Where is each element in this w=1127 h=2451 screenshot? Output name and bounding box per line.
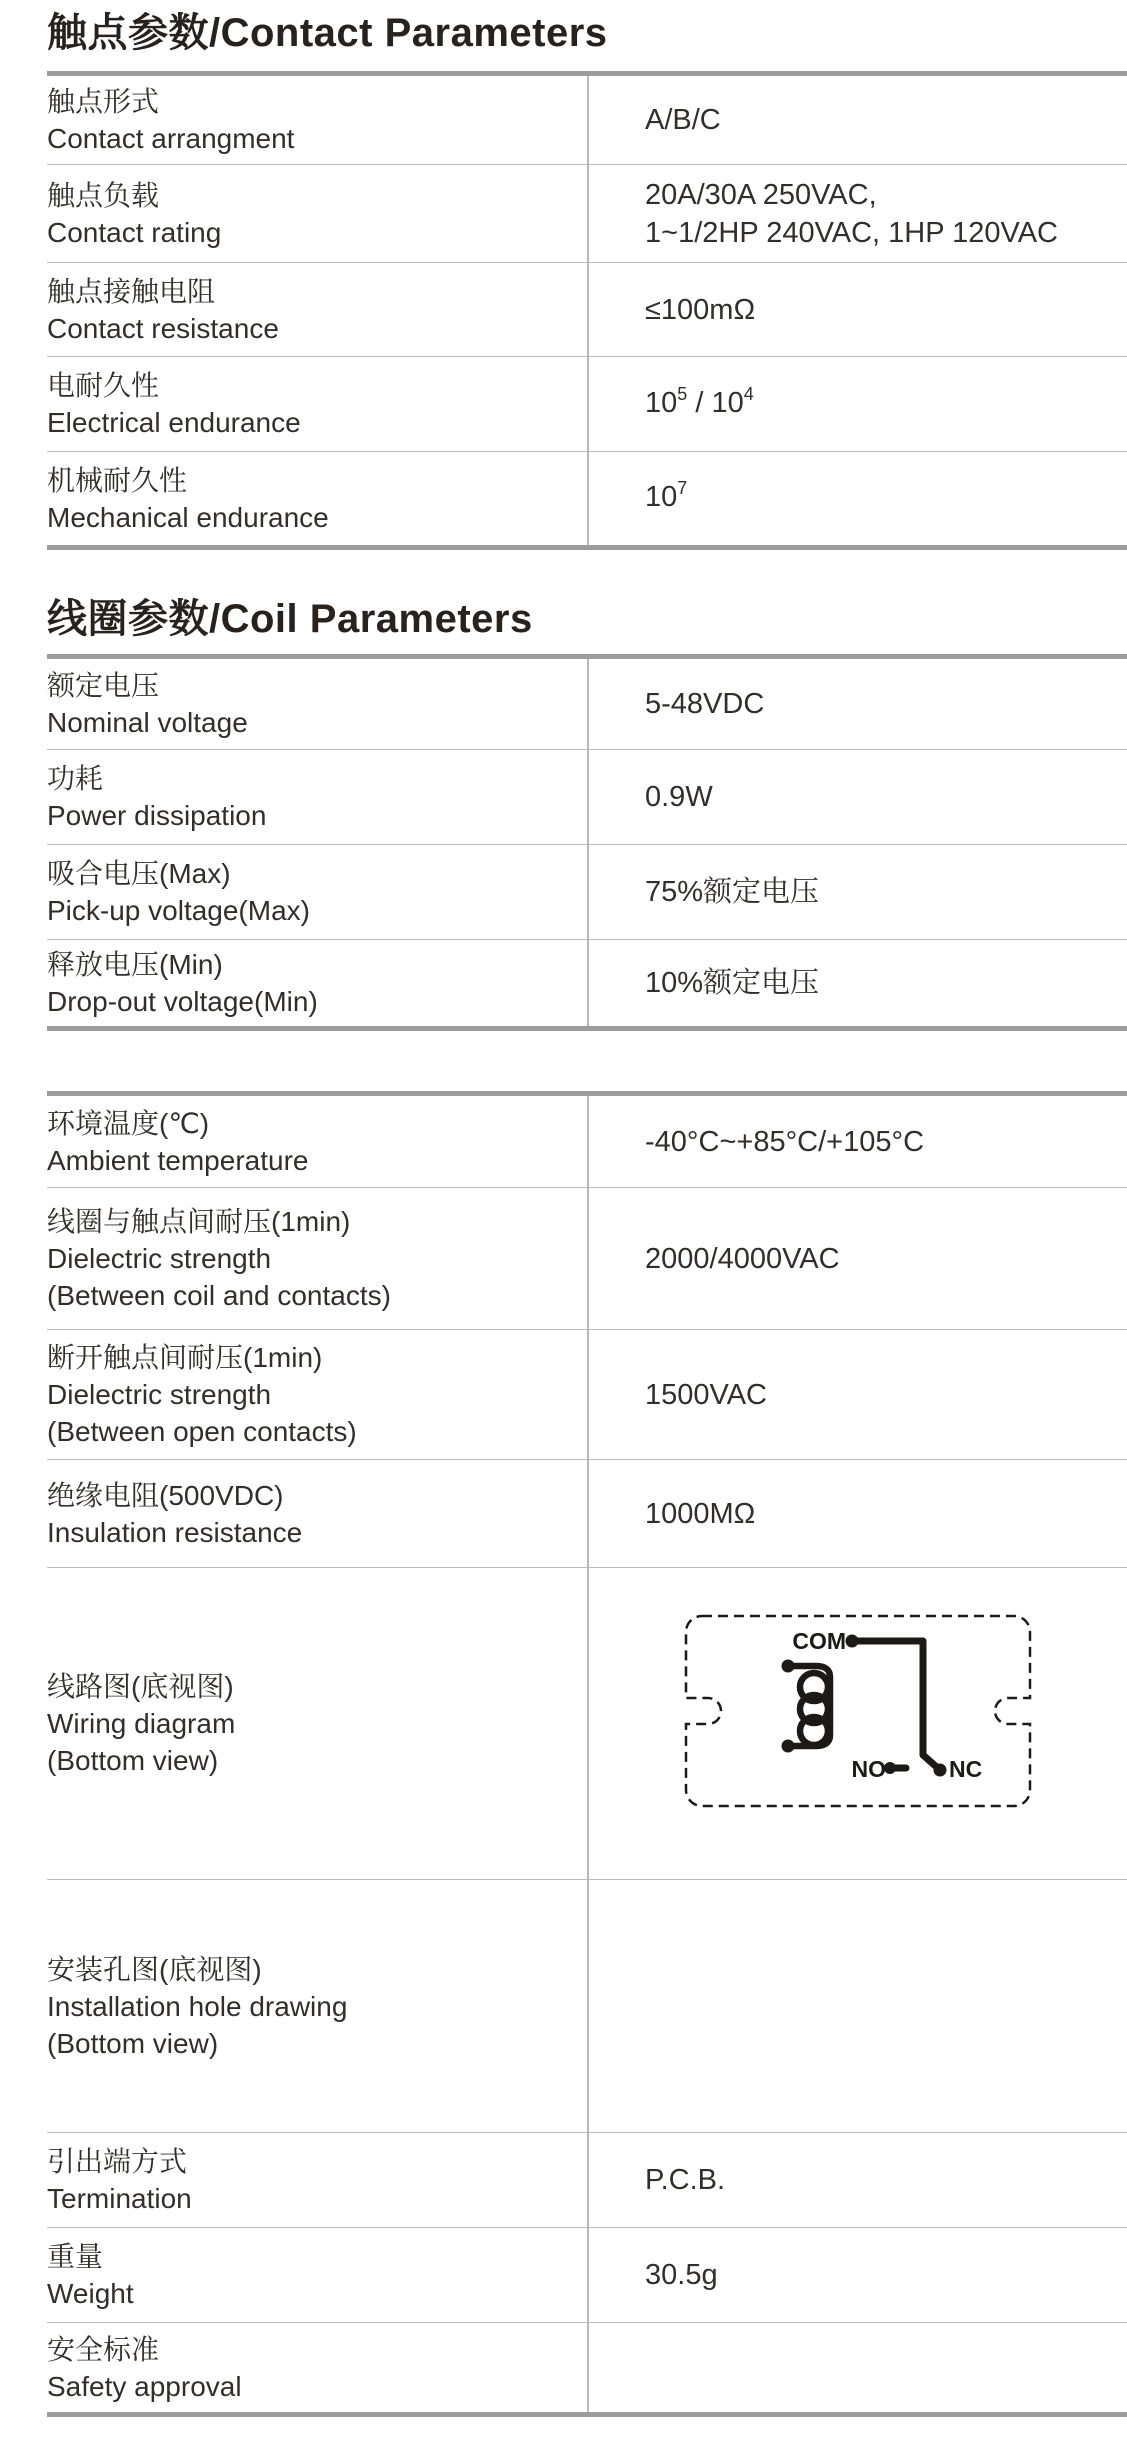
label-en: Power dissipation <box>47 800 267 831</box>
row-label <box>47 1096 587 1187</box>
value-text: 2000/4000VAC <box>645 1242 840 1275</box>
row-label <box>47 940 587 1026</box>
label-en: Mechanical endurance <box>47 501 329 533</box>
row-label <box>47 1880 587 2132</box>
label-zh: 功耗 <box>47 763 104 794</box>
value-text-line2: 1~1/2HP 240VAC, 1HP 120VAC <box>645 216 1058 249</box>
label-en: Contact arrangment <box>47 123 295 154</box>
value-text: 5-48VDC <box>645 688 765 720</box>
label-en: Termination <box>47 2183 192 2214</box>
row-value <box>587 1188 1127 1329</box>
value-text: P.C.B. <box>645 2164 726 2196</box>
label-en: Electrical endurance <box>47 407 301 438</box>
coil-parameters-table <box>47 654 1127 1031</box>
coil-terminal-dot-bottom <box>782 1740 795 1753</box>
label-en-line1: Wiring diagram <box>47 1708 236 1739</box>
value-text: $10^7$ <box>645 478 688 513</box>
row-value <box>587 2133 1127 2227</box>
row-value <box>587 1460 1127 1567</box>
label-en-line1: Dielectric strength <box>47 1243 272 1274</box>
value-text: 30.5g <box>645 2259 718 2291</box>
row-label <box>47 165 587 262</box>
label-zh: 引出端方式 <box>47 2146 188 2177</box>
label-zh: 线圈与触点间耐压(1min) <box>47 1206 351 1237</box>
label-en: Insulation resistance <box>47 1516 303 1548</box>
row-label <box>47 1460 587 1567</box>
label-zh: 电耐久性 <box>47 370 160 401</box>
label-en-line2: (Between coil and contacts) <box>47 1280 391 1311</box>
label-zh: 安装孔图(底视图) <box>47 1953 262 1985</box>
value-text: 1000MΩ <box>645 1497 756 1530</box>
label-zh: 环境温度(℃) <box>47 1107 210 1139</box>
column-divider <box>587 659 589 1026</box>
value-text: 1500VAC <box>645 1378 767 1411</box>
column-divider <box>587 76 589 545</box>
row-value <box>587 263 1127 356</box>
column-divider <box>587 1096 589 2412</box>
row-label <box>47 357 587 451</box>
wiring-diagram <box>683 1613 1033 1809</box>
row-value <box>587 357 1127 451</box>
row-label <box>47 659 587 749</box>
coil-terminal-dot-top <box>782 1660 795 1673</box>
label-en: Contact rating <box>47 216 222 248</box>
label-zh: 绝缘电阻(500VDC) <box>47 1479 284 1511</box>
row-value <box>587 1880 1127 2132</box>
row-label <box>47 2323 587 2412</box>
value-text: $10^5 / 10^4$ <box>645 383 754 419</box>
label-zh: 触点接触电阻 <box>47 275 216 307</box>
row-label <box>47 750 587 844</box>
coil-icon <box>788 1666 830 1746</box>
row-value <box>587 659 1127 749</box>
label-zh: 线路图(底视图) <box>47 1671 234 1702</box>
superscript: 7 <box>677 478 688 498</box>
label-en-line1: Installation hole drawing <box>47 1990 348 2022</box>
contact-parameters-table <box>47 71 1127 550</box>
value-text: 10%额定电压 <box>645 967 820 999</box>
row-value <box>587 1096 1127 1187</box>
value-text-line1: 20A/30A 250VAC, <box>645 178 877 211</box>
row-label <box>47 1568 587 1879</box>
row-value <box>587 2228 1127 2322</box>
row-value <box>587 1330 1127 1459</box>
label-zh: 重量 <box>47 2241 104 2272</box>
row-label <box>47 845 587 939</box>
section-title-contact-parameters: 触点参数/Contact Parameters <box>47 11 608 55</box>
row-label <box>47 1330 587 1459</box>
row-label <box>47 76 587 164</box>
content <box>47 0 1127 2417</box>
row-label <box>47 2133 587 2227</box>
label-en-line2: (Bottom view) <box>47 2027 219 2059</box>
value-text: -40°C~+85°C/+105°C <box>645 1125 925 1158</box>
superscript: 5 <box>677 383 688 404</box>
label-en-line2: (Bottom view) <box>47 1745 219 1776</box>
row-value <box>587 750 1127 844</box>
label-en: Weight <box>47 2278 134 2309</box>
label-en-line2: (Between open contacts) <box>47 1416 357 1447</box>
row-label <box>47 452 587 545</box>
armature-line <box>852 1641 940 1770</box>
row-value <box>587 1568 1127 1879</box>
row-value <box>587 2323 1127 2412</box>
label-zh: 额定电压 <box>47 670 160 701</box>
com-terminal-dot <box>846 1635 859 1648</box>
no-label: NO <box>851 1756 886 1782</box>
nc-label: NC <box>949 1756 983 1782</box>
row-label <box>47 2228 587 2322</box>
value-text: 75%额定电压 <box>645 876 820 908</box>
label-zh: 触点形式 <box>47 86 160 117</box>
row-label <box>47 1188 587 1329</box>
label-en: Pick-up voltage(Max) <box>47 895 310 926</box>
value-text: ≤100mΩ <box>645 293 756 326</box>
com-label: COM <box>792 1628 846 1654</box>
label-en: Drop-out voltage(Min) <box>47 986 318 1017</box>
value-text: 0.9W <box>645 781 713 813</box>
row-value <box>587 76 1127 164</box>
label-zh: 机械耐久性 <box>47 464 188 496</box>
label-en: Nominal voltage <box>47 707 248 738</box>
row-value <box>587 940 1127 1026</box>
nc-terminal-dot <box>934 1764 947 1777</box>
general-parameters-table <box>47 1091 1127 2417</box>
label-en: Contact resistance <box>47 312 279 344</box>
row-value <box>587 452 1127 545</box>
label-zh: 安全标准 <box>47 2333 160 2365</box>
section-title-coil-parameters: 线圈参数/Coil Parameters <box>47 597 533 641</box>
row-value <box>587 845 1127 939</box>
row-value <box>587 165 1127 262</box>
row-label <box>47 263 587 356</box>
label-zh: 释放电压(Min) <box>47 949 223 980</box>
value-text: A/B/C <box>645 104 721 136</box>
label-zh: 触点负载 <box>47 179 160 211</box>
superscript: 4 <box>743 383 754 404</box>
label-en: Safety approval <box>47 2370 242 2402</box>
label-zh: 断开触点间耐压(1min) <box>47 1342 323 1373</box>
label-en: Ambient temperature <box>47 1144 309 1176</box>
label-zh: 吸合电压(Max) <box>47 858 231 889</box>
label-en-line1: Dielectric strength <box>47 1379 272 1410</box>
